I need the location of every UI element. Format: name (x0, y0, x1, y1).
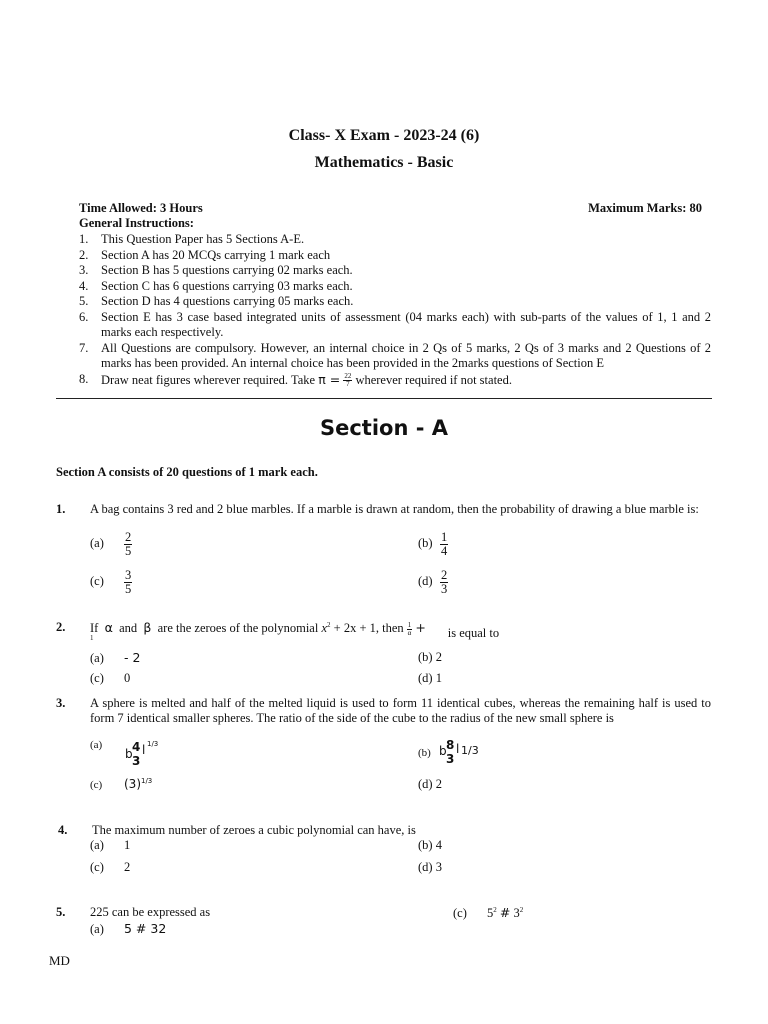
instruction-item: 8. Draw neat figures wherever required. Take π = $\frac{22}{7}$ wherever required if not stated. (79, 371, 512, 389)
time-allowed: Time Allowed: 3 Hours (79, 201, 203, 215)
option-c: (c) $(3)^{1/3}$ (90, 777, 153, 792)
question-text: If α and β are the zeroes of the polynomial $x^2 + 2x + 1$, then $\frac{1}{\alpha}$ + is equal to (90, 620, 500, 640)
exam-title: Class- X Exam - 2023-24 (6) (288, 127, 480, 144)
option-b: (b) b 8​3 l 1/3 (418, 738, 479, 766)
option-a: (a) 5 # 32 (90, 921, 167, 936)
option-a: (a) 1 (90, 838, 131, 852)
option-a: (a) b 4​3 l 1/3 (90, 739, 159, 768)
question-number: 1. (56, 502, 66, 516)
option-c: (c) $5^2$ # $3^2$ (453, 905, 524, 920)
instruction-item: 3. Section B has 5 questions carrying 02 marks each. (79, 263, 353, 277)
question-text: The maximum number of zeroes a cubic polynomial can have, is (92, 823, 416, 837)
option-b: (b) 4 (418, 838, 442, 852)
exam-subtitle: Mathematics - Basic (314, 154, 454, 171)
option-d: (d) 2 (418, 777, 442, 791)
option-d: (d) 1 (418, 671, 442, 685)
footer-code: MD (49, 953, 70, 968)
maximum-marks: Maximum Marks: 80 (588, 201, 702, 215)
question-number: 3. (56, 696, 66, 710)
section-intro: Section A consists of 20 questions of 1 mark each. (56, 465, 318, 479)
instruction-item: 2. Section A has 20 MCQs carrying 1 mark each (79, 247, 331, 262)
option-b: (b) $\frac{1}{4}$ (418, 530, 448, 558)
instruction-list (79, 232, 711, 388)
instruction-item: 5. Section D has 4 questions carrying 05 marks each. (79, 294, 354, 308)
section-title: Section - A (319, 416, 449, 440)
option-b: (b) 2 (418, 650, 442, 664)
fraction-numerator: 1 (90, 634, 94, 642)
option-c: (c) $\frac{3}{5}$ (90, 568, 132, 596)
option-c: (c) 2 (90, 860, 131, 874)
instruction-item: 6. Section E has 3 case based integrated units of assessment (04 marks each) with sub-parts of the values of 1, 1 and 2 marks each respectively. (79, 309, 711, 339)
question-number: 4. (58, 823, 68, 837)
question-text: A bag contains 3 red and 2 blue marbles. If a marble is drawn at random, then the probability of drawing a blue marble is: (90, 502, 699, 516)
instruction-item: 4. Section C has 6 questions carrying 03 marks each. (79, 278, 353, 293)
option-a: (a) - 2 (90, 650, 141, 665)
divider (56, 398, 712, 399)
question-number: 2. (56, 620, 66, 634)
option-d: (d) 3 (418, 860, 442, 874)
question-number: 5. (56, 905, 66, 919)
option-d: (d) $\frac{2}{3}$ (418, 568, 448, 596)
question-text: A sphere is melted and half of the melted liquid is used to form 11 identical cubes, whereas the remaining half is used to form 7 identical smaller spheres. The ratio of the side of the cube to the radius of the new small sphere is (90, 696, 711, 725)
instructions-heading: General Instructions: (79, 216, 194, 230)
question-text: 225 can be expressed as (90, 905, 211, 919)
instruction-item: 7. All Questions are compulsory. However, an internal choice in 2 Qs of 5 marks, 2 Qs of 3 marks and 2 Questions of 2 marks has been provided. An internal choice has been provided in the 2marks questions of Section E (79, 340, 711, 370)
option-c: (c) 0 (90, 671, 131, 685)
instruction-item: 1. This Question Paper has 5 Sections A-E. (79, 232, 305, 246)
option-a: (a) $\frac{2}{5}$ (90, 530, 132, 558)
